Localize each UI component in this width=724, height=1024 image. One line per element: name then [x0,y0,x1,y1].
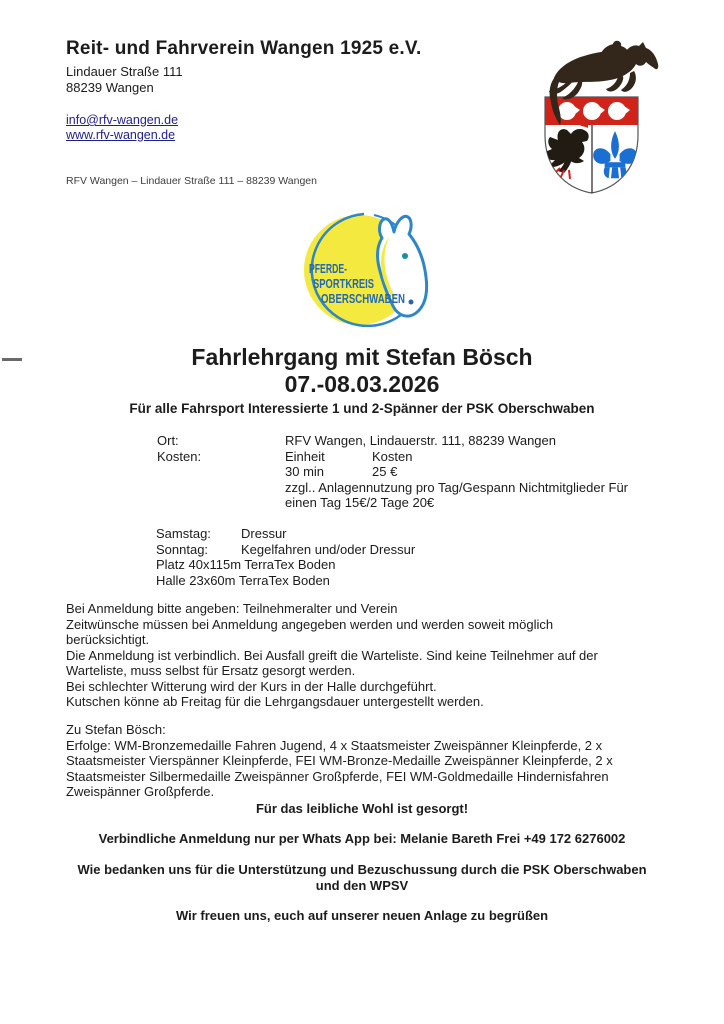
sponsor-thanks-line-1: Wie bedanken uns für die Unterstützung und Bezuschussung durch die PSK Oberschwaben [77,862,647,877]
stefan-line: Staatsmeister Silbermedaille Zweispänner Großpferde, FEI WM-Goldmedaille Hindernisfahren [66,768,609,784]
cost-note-line-2: einen Tag 15€/2 Tage 20€ [285,495,435,510]
note-line: berücksichtigt. [66,632,150,647]
three-heads-icon [558,102,630,120]
note-line: Warteliste, muss selbst für Ersatz gesorgt werden. [66,663,356,678]
cost-note-line-1: zzgl.. Anlagennutzung pro Tag/Gespann Nichtmitglieder Für [285,479,629,495]
psk-logo-text-line3: OBERSCHWABEN [321,292,405,306]
email-link[interactable]: info@rfv-wangen.de [66,113,179,127]
note-line: Zeitwünsche müssen bei Anmeldung angegeben werden und werden soweit möglich [66,616,554,632]
stefan-line: Staatsmeister Vierspänner Kleinpferde, FEI WM-Bronze-Medaille Zweispänner Kleinpferde, 2 x [66,753,613,768]
arena-outdoor-line: Platz 40x115m TerraTex Boden [156,557,336,572]
title-block [0,344,724,416]
welcome-line: Wir freuen uns, euch auf unserer neuen Anlage zu begrüßen [175,908,549,923]
location-row [157,433,628,449]
about-stefan-section [66,722,613,800]
note-line: Die Anmeldung ist verbindlich. Bei Ausfall greift die Warteliste. Sind keine Teilnehmer auf der [66,647,598,663]
address-line-2: 88239 Wangen [66,80,154,95]
sender-line: RFV Wangen – Lindauer Straße 111 – 88239 Wangen [66,175,317,187]
unit-value: 30 min [285,464,325,479]
saturday-row [156,526,415,542]
club-name: Reit- und Fahrverein Wangen 1925 e.V. [66,38,422,59]
registration-notes [66,601,598,710]
location-value: RFV Wangen, Lindauerstr. 111, 88239 Wangen [285,433,557,448]
website-link[interactable]: www.rfv-wangen.de [66,128,176,142]
psk-logo-text-line2: SPORTKREIS [313,277,374,291]
cost-header: Kosten [372,448,413,464]
cost-label: Kosten: [157,448,202,464]
event-date: 07.-08.03.2026 [284,371,440,397]
psk-oberschwaben-logo [302,204,434,334]
stefan-line: Zu Stefan Bösch: [66,722,166,737]
sunday-row [156,542,415,558]
sunday-label: Sonntag: [156,541,209,557]
saturday-label: Samstag: [156,526,211,541]
cost-header-row [157,449,628,465]
stefan-line: Zweispänner Großpferde. [66,784,215,799]
catering-note: Für das leibliche Wohl ist gesorgt! [255,801,469,816]
cost-note-row-2 [157,495,628,511]
registration-contact-line: Verbindliche Anmeldung nur per Whats App bei: Melanie Bareth Frei +49 172 6276002 [98,831,626,846]
event-details [157,433,628,511]
sponsor-thanks-line-2: und den WPSV [315,878,409,893]
event-subtitle: Für alle Fahrsport Interessierte 1 und 2-Spänner der PSK Oberschwaben [129,401,595,416]
note-line: Kutschen könne ab Freitag für die Lehrgangsdauer untergestellt werden. [66,694,484,709]
schedule [156,526,415,588]
cost-value-row [157,464,628,480]
club-address [66,64,183,96]
stefan-line: Erfolge: WM-Bronzemedaille Fahren Jugend, 4 x Staatsmeister Zweispänner Kleinpferde, 2 x [66,737,603,753]
note-line: Bei schlechter Witterung wird der Kurs in der Halle durchgeführt. [66,678,437,694]
note-line: Bei Anmeldung bitte angeben: Teilnehmeralter und Verein [66,601,398,616]
arena-indoor-line: Halle 23x60m TerraTex Boden [156,572,330,588]
horse-nostril [409,300,414,305]
cost-note-row-1 [157,480,628,496]
event-title: Fahrlehrgang mit Stefan Bösch [191,344,533,370]
address-line-1: Lindauer Straße 111 [66,64,183,79]
contact-links [66,113,178,143]
cost-value: 25 € [372,464,398,479]
jumping-horse-crest-logo [544,40,662,196]
sponsor-thanks [0,862,724,894]
horse-eye [402,253,408,259]
sunday-value: Kegelfahren und/oder Dressur [241,541,416,557]
location-label: Ort: [157,433,179,448]
saturday-value: Dressur [241,526,287,541]
psk-logo-text-line1: PFERDE- [309,262,347,276]
unit-header: Einheit [285,448,325,464]
